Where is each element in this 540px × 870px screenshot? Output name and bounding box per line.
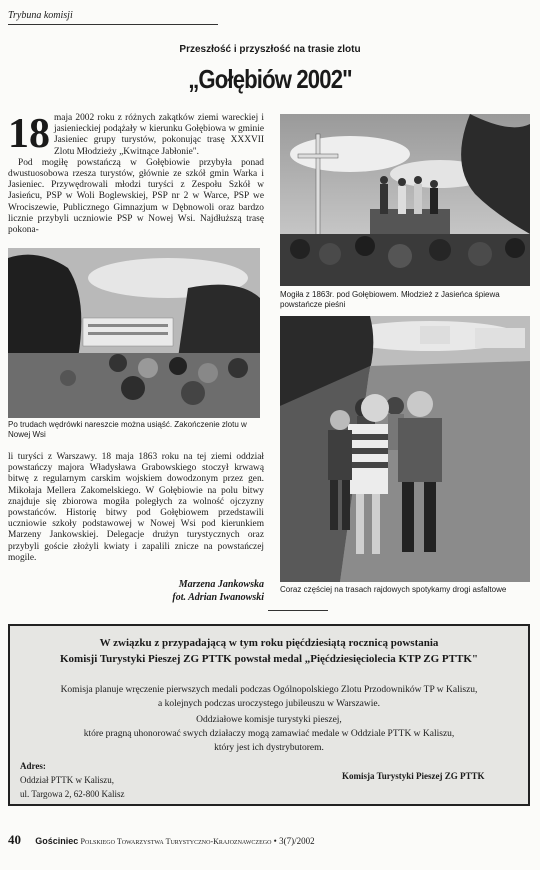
dropcap: 18 [8,113,50,157]
photo2-caption: Po trudach wędrówki nareszcie można usiąść. Zakończenie zlotu w Nowej Wsi [8,420,247,439]
footer-bullet: • [273,836,277,846]
address-line-2: ul. Targowa 2, 62-800 Kalisz [20,789,125,799]
announcement-heading-2: Komisji Turystyki Pieszej ZG PTTK powstał medal „Pięćdziesięciolecia KTP ZG PTTK" [60,653,478,665]
section-tag: Trybuna komisji [8,10,73,21]
article-signature [8,578,264,604]
photo3-caption: Coraz częściej na trasach rajdowych spotykamy drogi asfaltowe [280,585,507,594]
address-line-1: Oddział PTTK w Kaliszu, [20,775,114,785]
photo-memorial-singing [280,114,530,286]
article-paragraph-2: Pod mogiłę powstańczą w Gołębiowie przybyła ponad dwustuosobowa rzesza turystów, głównie ze szkół gmin Warka i Jasieniec. Przywędrowali młodzi turyści z Zespołu Szkół w Jasieńcu, PSP w Woli Boglewskiej, PSP nr 2 w Warce, PSP we Wrociszewie, Publicznego Gimnazjum w Dębnowoli oraz bardzo licznie przybyli uczniowie PSP w Nowej Wsi. Najdłuższą trasę pokona- [8,157,264,236]
announcement-box [8,624,530,806]
photo-credit: fot. Adrian Iwanowski [172,592,264,603]
address-label: Adres: [20,761,46,771]
article-paragraph-1: maja 2002 roku z różnych zakątków ziemi wareckiej i jasienieckiej podążały w kierunku Gołębiowa w gminie Jasieniec grupy turystów, pokonując trasę XXXVII Zlotu Młodzieży „Kwitnące Jabłonie". [54,113,264,157]
photo-resting-group [8,248,260,418]
section-rule [8,24,218,25]
announcement-line-5: który jest ich dystrybutorem. [214,743,324,753]
announcement-line-1: Komisja planuje wręczenie pierwszych medali podczas Ogólnopolskiego Zlotu Przodowników TP w Kaliszu, [60,685,478,695]
committee-signature: Komisja Turystyki Pieszej ZG PTTK [342,771,485,781]
photo-children-walking [280,316,530,582]
page-number: 40 [8,832,21,847]
article-column-top [8,113,264,251]
article-column-bottom: li turyści z Warszawy. 18 maja 1863 roku na tej ziemi oddział powstańczy majora Władysława Grabowskiego stoczył krwawą bitwę z regularnym carskim wojskiem dowodzonym przez gen. Mikołaja Mellera Zakomelskiego. W Gołębiowie na polu bitwy znajduje się zbiorowa mogiła poległych za wolność ojczyzny powstańców. Historię bitwy pod Gołębiowem przedstawili uczniowie szkoły podstawowej w Nowej Wsi pod kierunkiem Marzeny Jankowskiej. Delegacje drużyn turystycznych oraz przybyli goście złożyli kwiaty i zapalili znicze na powstańczej mogile. [8,452,264,563]
announcement-line-2: a kolejnych podczas uroczystego jubileuszu w Warszawie. [158,699,380,709]
society-name: Polskiego Towarzystwa Turystyczno-Krajoznawczego [80,837,272,846]
announcement-line-3: Oddziałowe komisje turystyki pieszej, [196,715,342,725]
article-end-rule [268,610,328,611]
announcement-line-4: które pragną uhonorować swych działaczy mogą zamawiać medale w Oddziale PTTK w Kaliszu, [83,729,455,739]
announcement-heading-1: W związku z przypadającą w tym roku pięćdziesiątą rocznicą powstania [99,637,439,649]
photo1-caption: Mogiła z 1863r. pod Gołębiowem. Młodzież z Jasieńca śpiewa powstańcze pieśni [280,290,500,309]
article-title: „Gołębiów 2002" [188,64,352,94]
page-footer [8,832,528,848]
magazine-name: Gościniec [35,836,79,846]
issue-number: 3(7)/2002 [279,836,315,846]
author-name: Marzena Jankowska [178,579,264,590]
article-subtitle: Przeszłość i przyszłość na trasie zlotu [179,44,361,55]
